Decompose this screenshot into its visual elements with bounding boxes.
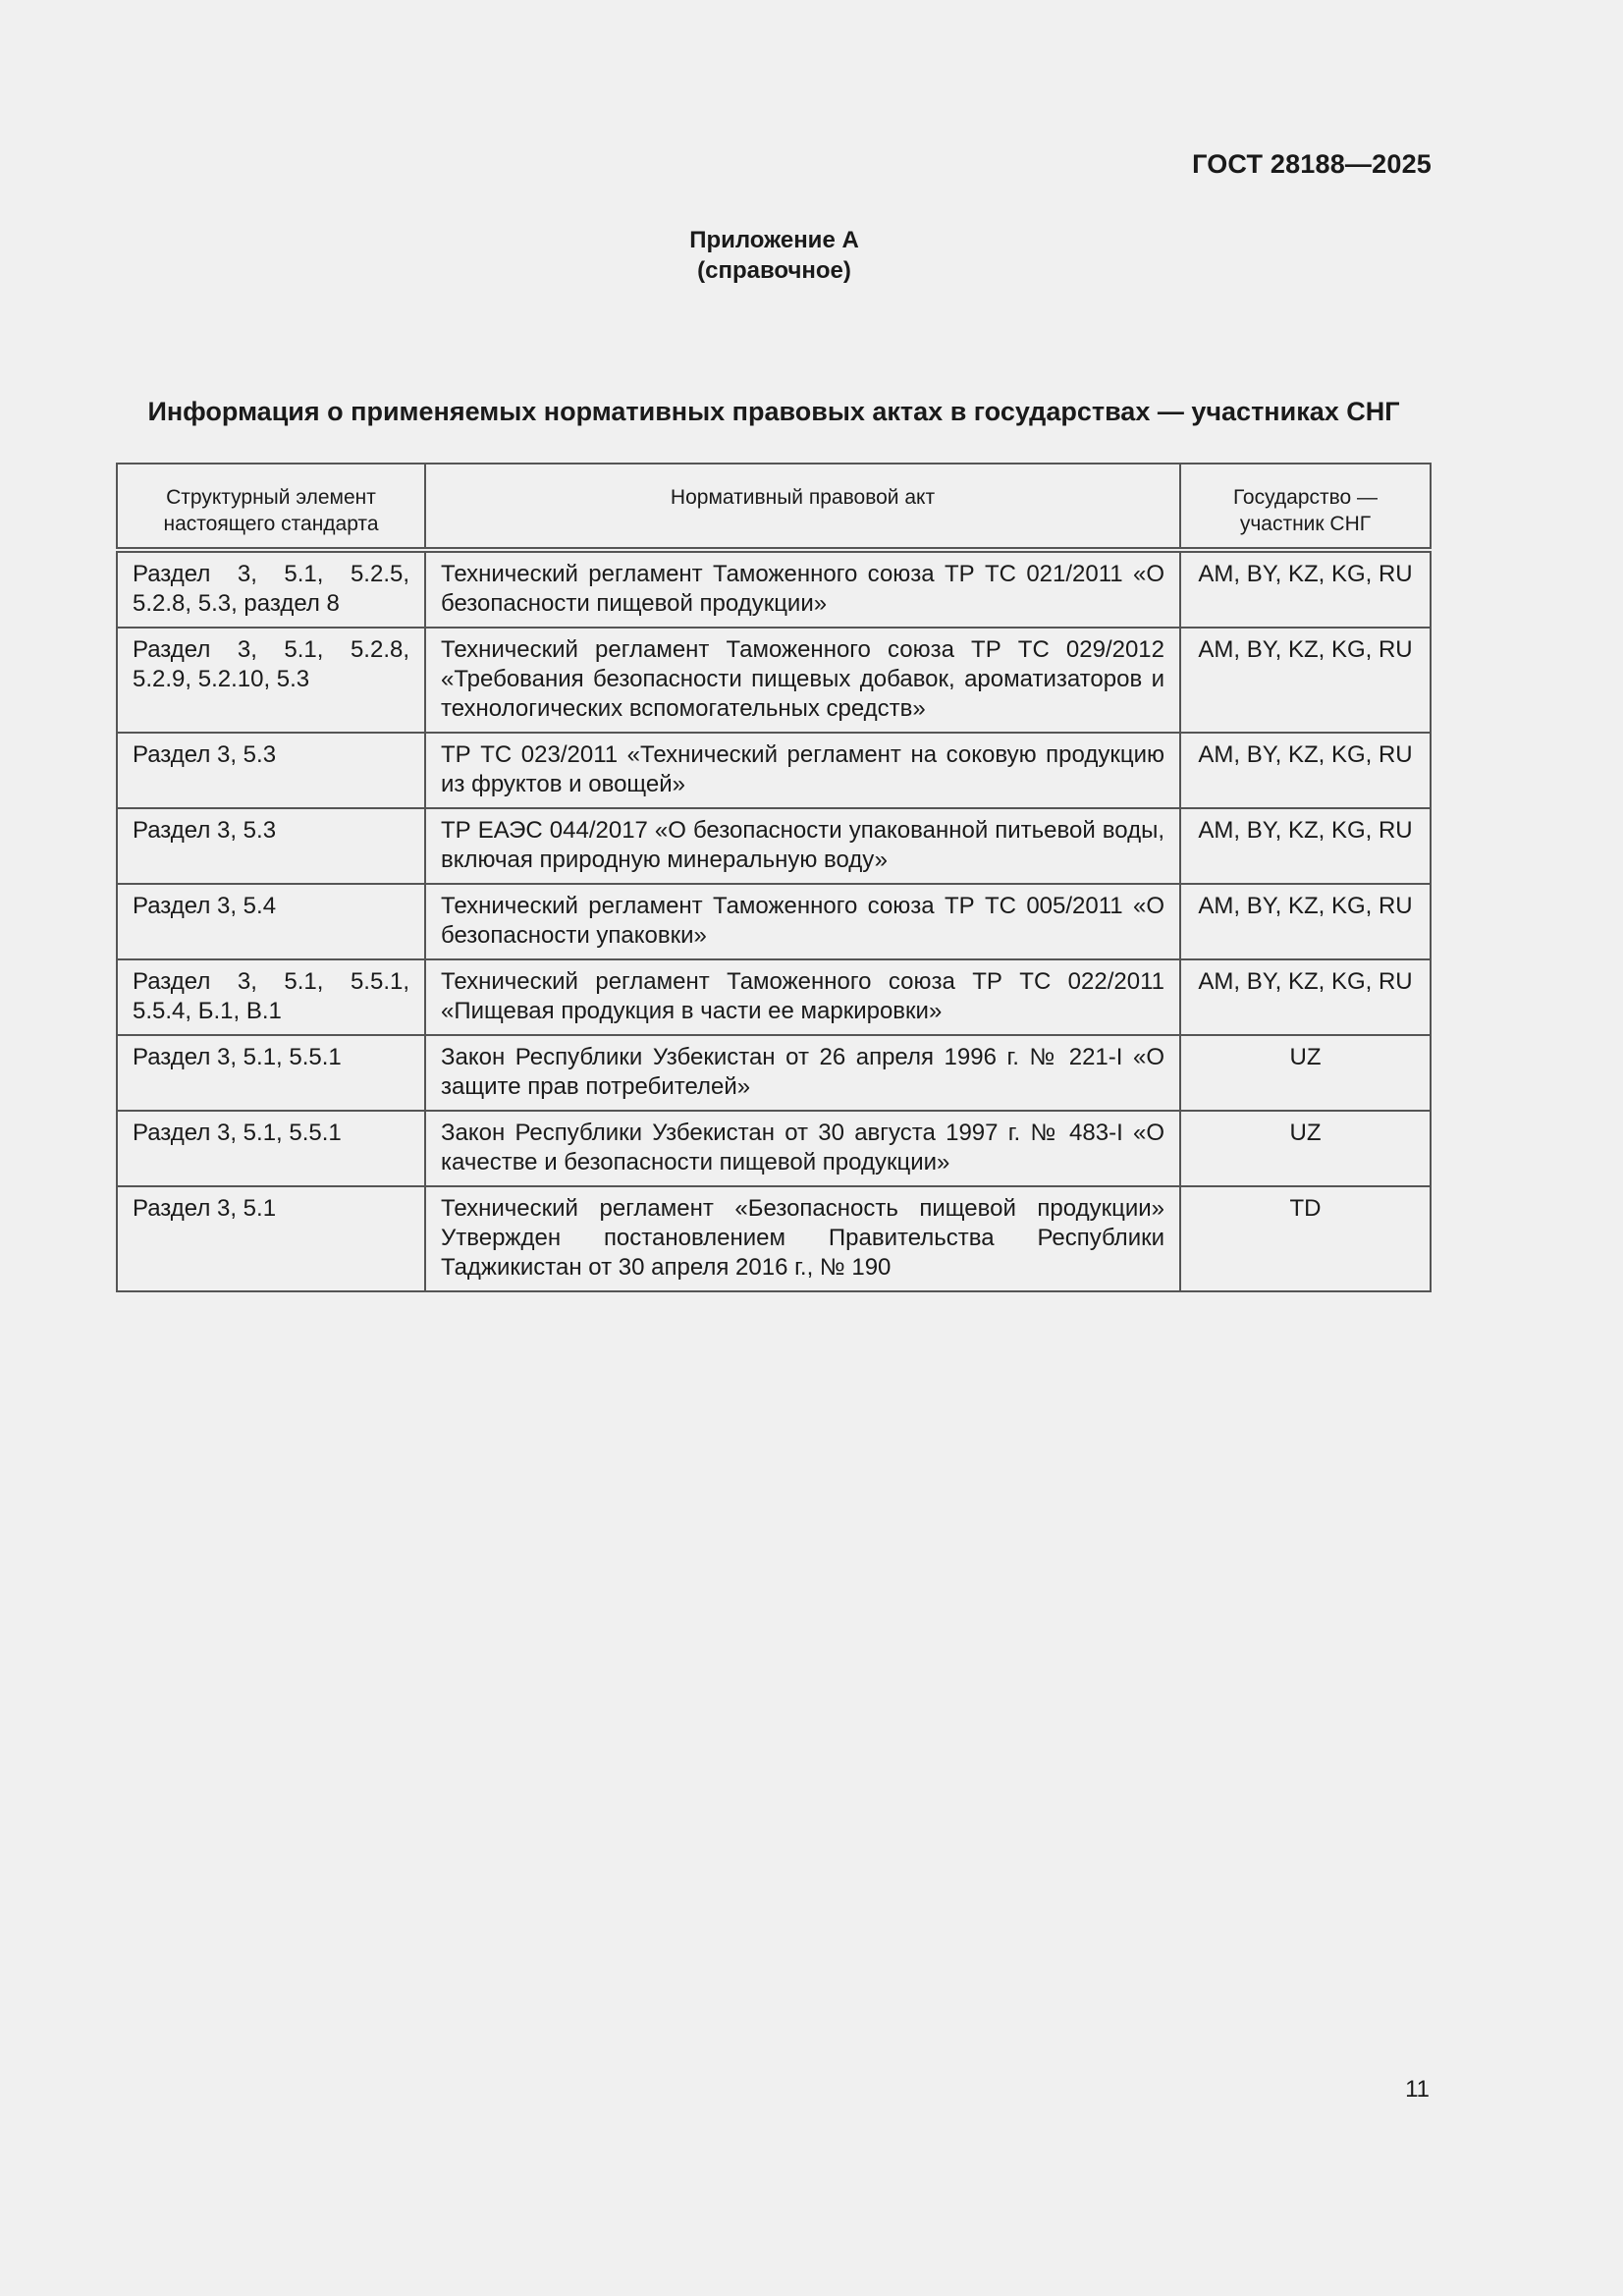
appendix-title: Приложение А [689,227,859,253]
table-row [117,959,1431,1035]
states-cell: UZ [1180,1035,1431,1111]
states-cell: AM, BY, KZ, KG, RU [1180,550,1431,628]
column-header-legal-act: Нормативный правовой акт [425,464,1180,550]
section-cell: Раздел 3, 5.3 [117,733,425,808]
states-cell: AM, BY, KZ, KG, RU [1180,733,1431,808]
table-row [117,1111,1431,1186]
table-row [117,1186,1431,1291]
regulatory-acts-table [116,463,1432,1292]
section-cell: Раздел 3, 5.1, 5.5.1 [117,1035,425,1111]
table-row [117,550,1431,628]
table-title: Информация о применяемых нормативных правовых актах в государствах — участниках СНГ [147,397,1400,426]
section-cell: Раздел 3, 5.1, 5.5.1 [117,1111,425,1186]
act-cell: ТР ТС 023/2011 «Технический регламент на соковую продукцию из фруктов и овощей» [425,733,1180,808]
table-row [117,733,1431,808]
column-header-member-state: Государство — участник СНГ [1180,464,1431,550]
table-header-row [117,464,1431,550]
states-cell: TD [1180,1186,1431,1291]
act-cell: Технический регламент Таможенного союза ТР ТС 005/2011 «О безопасности упаковки» [425,884,1180,959]
states-cell: AM, BY, KZ, KG, RU [1180,884,1431,959]
act-cell: Технический регламент Таможенного союза ТР ТС 029/2012 «Требования безопасности пищевых добавок, ароматизаторов и технологических вспомогательных средств» [425,628,1180,733]
column-header-structural-element: Структурный элемент настоящего стандарта [117,464,425,550]
appendix-subtitle: (справочное) [697,257,851,284]
act-cell: Технический регламент Таможенного союза ТР ТС 022/2011 «Пищевая продукция в части ее маркировки» [425,959,1180,1035]
states-cell: AM, BY, KZ, KG, RU [1180,628,1431,733]
states-cell: AM, BY, KZ, KG, RU [1180,959,1431,1035]
section-cell: Раздел 3, 5.1 [117,1186,425,1291]
states-cell: AM, BY, KZ, KG, RU [1180,808,1431,884]
states-cell: UZ [1180,1111,1431,1186]
table-row [117,884,1431,959]
page-number: 11 [1405,2076,1430,2103]
section-cell: Раздел 3, 5.1, 5.5.1, 5.5.4, Б.1, В.1 [117,959,425,1035]
appendix-heading [0,225,1548,286]
act-cell: ТР ЕАЭС 044/2017 «О безопасности упакованной питьевой воды, включая природную минеральную воду» [425,808,1180,884]
act-cell: Закон Республики Узбекистан от 30 августа 1997 г. № 483-I «О качестве и безопасности пищевой продукции» [425,1111,1180,1186]
act-cell: Закон Республики Узбекистан от 26 апреля 1996 г. № 221-I «О защите прав потребителей» [425,1035,1180,1111]
section-cell: Раздел 3, 5.1, 5.2.8, 5.2.9, 5.2.10, 5.3 [117,628,425,733]
table-row [117,1035,1431,1111]
act-cell: Технический регламент Таможенного союза ТР ТС 021/2011 «О безопасности пищевой продукции» [425,550,1180,628]
section-cell: Раздел 3, 5.4 [117,884,425,959]
document-code: ГОСТ 28188—2025 [1192,149,1432,179]
section-cell: Раздел 3, 5.3 [117,808,425,884]
table-row [117,808,1431,884]
act-cell: Технический регламент «Безопасность пищевой продукции» Утвержден постановлением Правительства Республики Таджикистан от 30 апреля 2016 г., № 190 [425,1186,1180,1291]
table-row [117,628,1431,733]
section-cell: Раздел 3, 5.1, 5.2.5, 5.2.8, 5.3, раздел 8 [117,550,425,628]
